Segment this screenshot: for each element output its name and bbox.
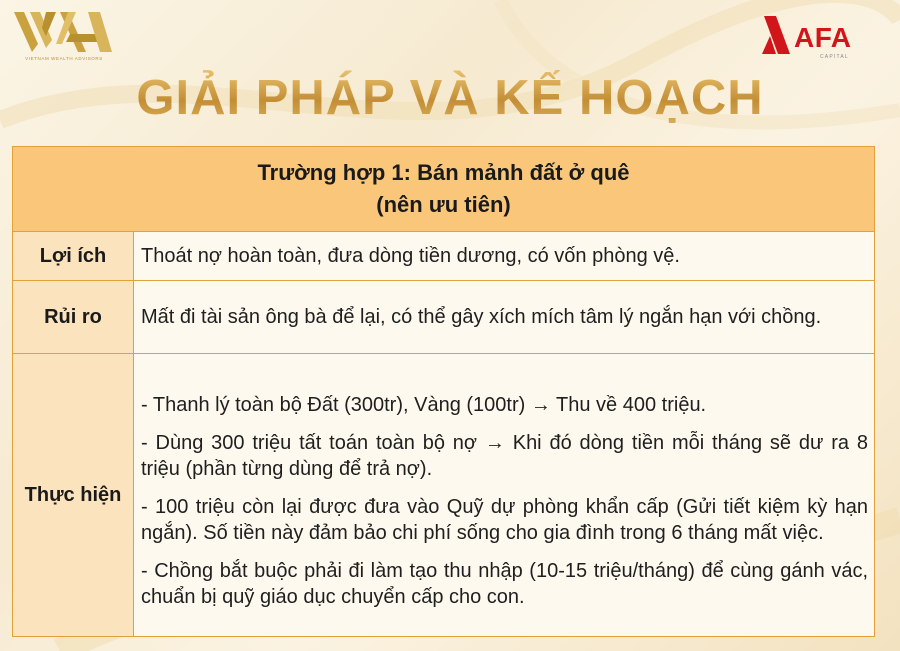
benefit-content: Thoát nợ hoàn toàn, đưa dòng tiền dương, có vốn phòng vệ. — [134, 232, 875, 281]
afa-logo — [760, 12, 880, 62]
execution-step-4: - Chồng bắt buộc phải đi làm tạo thu nhập (10-15 triệu/tháng) để cùng gánh vác, chuẩn bị quỹ giáo dục chuyển cấp cho con. — [141, 560, 868, 608]
afa-logo-subtext: CAPITAL — [820, 54, 849, 60]
wva-logo — [8, 8, 118, 68]
plan-table — [12, 146, 875, 637]
page-title: GIẢI PHÁP VÀ KẾ HOẠCH — [0, 70, 900, 126]
execution-list — [141, 380, 868, 610]
table-row-benefit — [13, 232, 875, 281]
execution-step-2: - Dùng 300 triệu tất toán toàn bộ nợ → Khi đó dòng tiền mỗi tháng sẽ dư ra 8 triệu (phần từng dùng để trả nợ). — [141, 432, 868, 480]
case-title-line2: (nên ưu tiên) — [376, 192, 511, 217]
case-header-row — [13, 147, 875, 232]
execution-step-3: - 100 triệu còn lại được đưa vào Quỹ dự phòng khẩn cấp (Gửi tiết kiệm kỳ hạn ngắn). Số tiền này đảm bảo chi phí sống cho gia đình trong 6 tháng mất việc. — [141, 496, 868, 544]
wva-logo-icon — [8, 8, 118, 56]
execution-step-1: - Thanh lý toàn bộ Đất (300tr), Vàng (100tr) → Thu về 400 triệu. — [141, 394, 707, 416]
execution-label: Thực hiện — [13, 354, 134, 637]
risk-label: Rủi ro — [13, 281, 134, 354]
case-title-cell — [13, 147, 875, 232]
wva-logo-tagline: VIETNAM WEALTH ADVISORS — [25, 56, 103, 61]
table-row-execution — [13, 354, 875, 637]
case-title-line1: Trường hợp 1: Bán mảnh đất ở quê — [257, 160, 630, 185]
risk-content: Mất đi tài sản ông bà để lại, có thể gây xích mích tâm lý ngắn hạn với chồng. — [134, 281, 875, 354]
benefit-label: Lợi ích — [13, 232, 134, 281]
execution-content — [134, 354, 875, 637]
table-row-risk — [13, 281, 875, 354]
afa-logo-text: AFA — [794, 22, 852, 53]
